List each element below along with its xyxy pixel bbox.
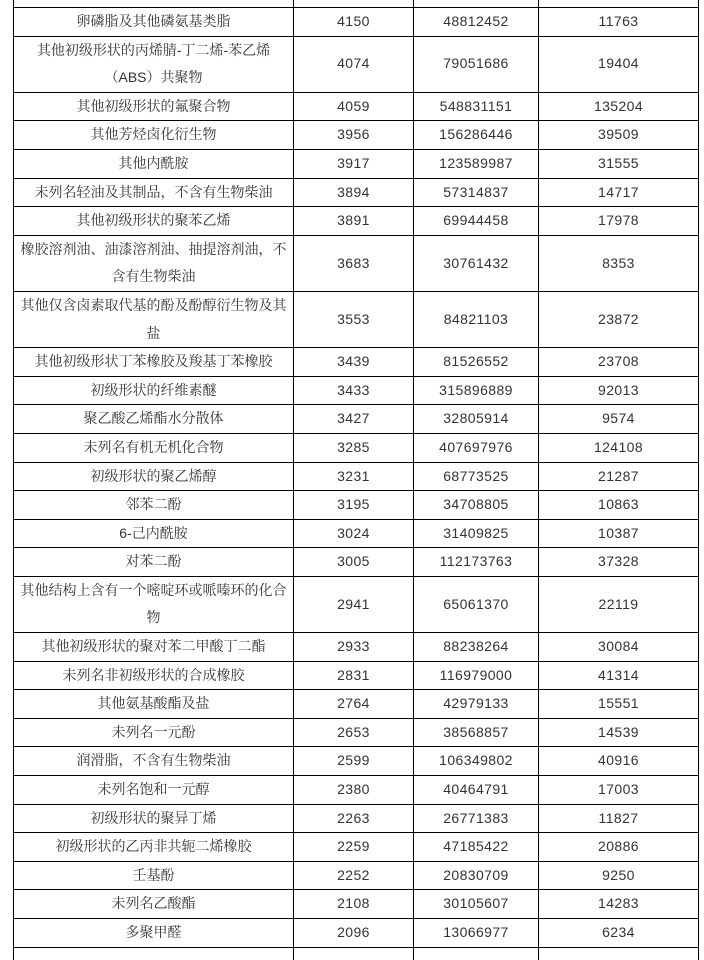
count-value-cell: 2108	[294, 890, 414, 919]
quantity-value-cell: 41314	[539, 661, 699, 690]
product-name-cell: 邻苯二酚	[14, 491, 294, 520]
count-value-cell: 3894	[294, 178, 414, 207]
amount-value-cell: 42979133	[414, 690, 539, 719]
product-name-cell: 其他结构上含有一个嘧啶环或哌嗪环的化合物	[14, 576, 294, 632]
table-row	[14, 576, 699, 632]
table-row	[14, 235, 699, 291]
amount-value-cell: 65061370	[414, 576, 539, 632]
empty-cell	[539, 0, 699, 8]
product-name-cell: 卵磷脂及其他磷氨基类脂	[14, 8, 294, 37]
quantity-value-cell: 19404	[539, 36, 699, 92]
table-row-partial	[14, 0, 699, 8]
table-row	[14, 121, 699, 150]
count-value-cell: 3956	[294, 121, 414, 150]
quantity-value-cell: 22119	[539, 576, 699, 632]
amount-value-cell: 38568857	[414, 718, 539, 747]
quantity-value-cell: 30084	[539, 633, 699, 662]
quantity-value-cell: 11827	[539, 804, 699, 833]
quantity-value-cell: 14717	[539, 178, 699, 207]
product-name-cell: 其他初级形状丁苯橡胶及羧基丁苯橡胶	[14, 348, 294, 377]
count-value-cell: 3433	[294, 376, 414, 405]
count-value-cell: 2941	[294, 576, 414, 632]
table-row	[14, 92, 699, 121]
quantity-value-cell: 17978	[539, 207, 699, 236]
product-name-cell: 其他初级形状的聚苯乙烯	[14, 207, 294, 236]
product-name-cell: 其他芳烃卤化衍生物	[14, 121, 294, 150]
product-name-cell: 润滑脂，不含有生物柴油	[14, 747, 294, 776]
count-value-cell: 2380	[294, 776, 414, 805]
product-name-cell: 未列名乙酸酯	[14, 890, 294, 919]
product-name-cell: 6-己内酰胺	[14, 519, 294, 548]
product-name-cell: 初级形状的聚异丁烯	[14, 804, 294, 833]
count-value-cell: 2831	[294, 661, 414, 690]
amount-value-cell: 112173763	[414, 548, 539, 577]
table-row	[14, 207, 699, 236]
count-value-cell: 3195	[294, 491, 414, 520]
count-value-cell: 4150	[294, 8, 414, 37]
quantity-value-cell: 135204	[539, 92, 699, 121]
table-row	[14, 747, 699, 776]
count-value-cell: 2764	[294, 690, 414, 719]
product-name-cell: 多聚甲醛	[14, 919, 294, 948]
empty-cell	[14, 0, 294, 8]
product-name-cell: 其他氨基酸酯及盐	[14, 690, 294, 719]
table-row	[14, 376, 699, 405]
table-row	[14, 804, 699, 833]
count-value-cell: 2252	[294, 861, 414, 890]
table-row	[14, 36, 699, 92]
count-value-cell: 2933	[294, 633, 414, 662]
table-row	[14, 405, 699, 434]
amount-value-cell: 30105607	[414, 890, 539, 919]
quantity-value-cell: 21287	[539, 462, 699, 491]
amount-value-cell: 26771383	[414, 804, 539, 833]
amount-value-cell: 407697976	[414, 433, 539, 462]
product-name-cell: 其他初级形状的氟聚合物	[14, 92, 294, 121]
quantity-value-cell: 15551	[539, 690, 699, 719]
amount-value-cell: 40464791	[414, 776, 539, 805]
count-value-cell: 3683	[294, 235, 414, 291]
count-value-cell: 3891	[294, 207, 414, 236]
amount-value-cell: 81526552	[414, 348, 539, 377]
product-name-cell: 对苯二酚	[14, 548, 294, 577]
quantity-value-cell: 8353	[539, 235, 699, 291]
table-row	[14, 548, 699, 577]
count-value-cell: 3024	[294, 519, 414, 548]
quantity-value-cell: 31555	[539, 149, 699, 178]
quantity-value-cell: 9250	[539, 861, 699, 890]
product-name-cell: 初级形状的乙丙非共轭二烯橡胶	[14, 833, 294, 862]
table-row	[14, 833, 699, 862]
table-row	[14, 690, 699, 719]
product-name-cell: 其他初级形状的聚对苯二甲酸丁二酯	[14, 633, 294, 662]
count-value-cell: 3427	[294, 405, 414, 434]
amount-value-cell: 32805914	[414, 405, 539, 434]
empty-cell	[294, 0, 414, 8]
product-name-cell: 未列名有机无机化合物	[14, 433, 294, 462]
quantity-value-cell: 17003	[539, 776, 699, 805]
table-row	[14, 149, 699, 178]
product-name-cell: 其他内酰胺	[14, 149, 294, 178]
count-value-cell: 2263	[294, 804, 414, 833]
table-row	[14, 462, 699, 491]
amount-value-cell: 106349802	[414, 747, 539, 776]
amount-value-cell: 315896889	[414, 376, 539, 405]
count-value-cell: 3917	[294, 149, 414, 178]
product-name-cell: 橡胶溶剂油、油漆溶剂油、抽提溶剂油，不含有生物柴油	[14, 235, 294, 291]
table-row	[14, 348, 699, 377]
table-row	[14, 661, 699, 690]
product-name-cell: 初级形状的纤维素醚	[14, 376, 294, 405]
quantity-value-cell: 40916	[539, 747, 699, 776]
table-row	[14, 890, 699, 919]
product-name-cell: 未列名一元酚	[14, 718, 294, 747]
amount-value-cell: 123589987	[414, 149, 539, 178]
table-row	[14, 8, 699, 37]
quantity-value-cell: 11763	[539, 8, 699, 37]
quantity-value-cell: 10863	[539, 491, 699, 520]
quantity-value-cell: 39509	[539, 121, 699, 150]
table-row	[14, 633, 699, 662]
quantity-value-cell: 10387	[539, 519, 699, 548]
count-value-cell: 3553	[294, 291, 414, 347]
table-row	[14, 433, 699, 462]
product-name-cell: 未列名非初级形状的合成橡胶	[14, 661, 294, 690]
product-name-cell: 聚乙酸乙烯酯水分散体	[14, 405, 294, 434]
table-row	[14, 776, 699, 805]
quantity-value-cell: 14539	[539, 718, 699, 747]
quantity-value-cell: 37328	[539, 548, 699, 577]
amount-value-cell: 84821103	[414, 291, 539, 347]
quantity-value-cell: 23708	[539, 348, 699, 377]
quantity-value-cell: 20886	[539, 833, 699, 862]
empty-cell	[414, 0, 539, 8]
amount-value-cell: 47185422	[414, 833, 539, 862]
count-value-cell: 2653	[294, 718, 414, 747]
quantity-value-cell: 9574	[539, 405, 699, 434]
count-value-cell: 2599	[294, 747, 414, 776]
table-row	[14, 718, 699, 747]
table-row	[14, 861, 699, 890]
product-name-cell: 未列名饱和一元醇	[14, 776, 294, 805]
table-row	[14, 178, 699, 207]
count-value-cell: 3005	[294, 548, 414, 577]
amount-value-cell: 57314837	[414, 178, 539, 207]
table-row	[14, 291, 699, 347]
quantity-value-cell: 23872	[539, 291, 699, 347]
amount-value-cell: 20830709	[414, 861, 539, 890]
count-value-cell: 3439	[294, 348, 414, 377]
amount-value-cell: 79051686	[414, 36, 539, 92]
amount-value-cell: 31409825	[414, 519, 539, 548]
data-table	[13, 0, 699, 960]
product-name-cell: 未列名轻油及其制品，不含有生物柴油	[14, 178, 294, 207]
amount-value-cell: 48812452	[414, 8, 539, 37]
quantity-value-cell: 6234	[539, 919, 699, 948]
amount-value-cell: 548831151	[414, 92, 539, 121]
table-row	[14, 519, 699, 548]
amount-value-cell: 69944458	[414, 207, 539, 236]
amount-value-cell: 156286446	[414, 121, 539, 150]
amount-value-cell: 30761432	[414, 235, 539, 291]
count-value-cell: 2096	[294, 919, 414, 948]
count-value-cell: 4074	[294, 36, 414, 92]
count-value-cell: 2259	[294, 833, 414, 862]
quantity-value-cell: 14283	[539, 890, 699, 919]
table-row	[14, 919, 699, 948]
amount-value-cell: 88238264	[414, 633, 539, 662]
table-row	[14, 491, 699, 520]
quantity-value-cell: 92013	[539, 376, 699, 405]
product-name-cell: 初级形状的聚乙烯醇	[14, 462, 294, 491]
amount-value-cell: 68773525	[414, 462, 539, 491]
amount-value-cell: 34708805	[414, 491, 539, 520]
product-name-cell: 其他仅含卤素取代基的酚及酚醇衍生物及其盐	[14, 291, 294, 347]
count-value-cell: 3285	[294, 433, 414, 462]
amount-value-cell: 116979000	[414, 661, 539, 690]
amount-value-cell: 13066977	[414, 919, 539, 948]
product-name-cell: 其他初级形状的丙烯腈-丁二烯-苯乙烯（ABS）共聚物	[14, 36, 294, 92]
count-value-cell: 3231	[294, 462, 414, 491]
product-name-cell: 壬基酚	[14, 861, 294, 890]
count-value-cell: 4059	[294, 92, 414, 121]
quantity-value-cell: 124108	[539, 433, 699, 462]
